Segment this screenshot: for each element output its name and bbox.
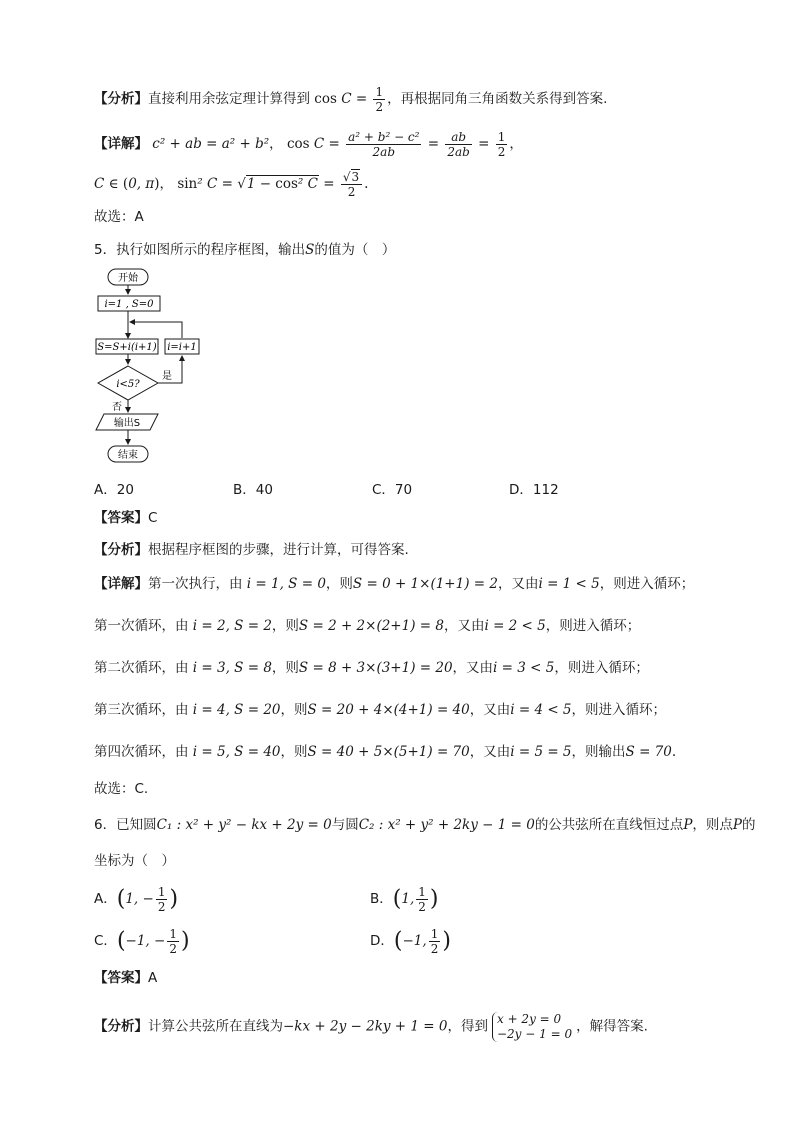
q6-stem-line-1: 6．已知圆C₁ : x² + y² − kx + 2y = 0与圆C₂ : x² + y² + 2ky − 1 = 0的公共弦所在直线恒过点P，则点P的: [94, 817, 756, 833]
q5-stem: 5．执行如图所示的程序框图，输出S的值为（ ）: [94, 242, 396, 258]
q4-analysis-line: [94, 85, 607, 114]
flow-init-label: i=1 , S=0: [104, 299, 154, 310]
q4-analysis-tag: 【分析】: [94, 91, 148, 107]
flow-no-label: 否: [112, 402, 122, 413]
q6-option-a: A．(1, − $\frac{1}{2}$ ): [94, 885, 179, 914]
flow-update-label: S=S+i(i+1): [97, 342, 157, 353]
q5-step-3: 第二次循环，由 i = 3, S = 8，则S = 8 + 3×(3+1) = 20，又由i = 3 < 5，则进入循环；: [94, 660, 649, 676]
q6-option-c: C．(−1, − $\frac{1}{2}$ ): [94, 927, 190, 956]
q6-option-d: D．(−1, $\frac{1}{2}$ ): [370, 927, 451, 956]
flow-start-label: 开始: [118, 273, 138, 284]
q4-choice: 故选：A: [94, 209, 144, 225]
flow-condition-label: i<5?: [116, 379, 140, 390]
q5-step-4: 第三次循环，由 i = 4, S = 20，则S = 20 + 4×(4+1) = 40，又由i = 4 < 5，则进入循环；: [94, 702, 667, 718]
q5-option-a: A．20: [94, 482, 134, 498]
flow-output-label: 输出S: [113, 418, 141, 429]
q4-cos-formula: cos C =: [314, 91, 368, 107]
q4-analysis-text-b: ，再根据同角三角函数关系得到答案.: [387, 91, 608, 107]
flow-increment-label: i=i+1: [167, 342, 197, 353]
q4-detail-tag: 【详解】: [94, 136, 148, 152]
q6-stem-line-2: 坐标为（ ）: [94, 853, 175, 869]
q6-answer-line: 【答案】A: [94, 970, 158, 986]
q5-option-b: B．40: [233, 482, 273, 498]
q5-answer: C: [148, 510, 158, 526]
q6-common-chord: −kx + 2y − 2ky + 1 = 0: [283, 1018, 448, 1035]
q4-detail-line-2: C ∈ (0, π)， sin² C = √1 − cos² C = $\frac{√3}{2}$ .: [94, 170, 369, 199]
q6-system: x + 2y = 0 −2y − 1 = 0: [492, 1012, 572, 1042]
q4-condition: c² + ab = a² + b²: [152, 136, 270, 152]
q5-option-d: D．112: [509, 482, 559, 498]
q5-flowchart: [92, 266, 212, 470]
q4-sin-formula: sin² C = √1 − cos² C =: [177, 176, 335, 192]
q4-domain: C ∈ (0, π): [94, 176, 160, 192]
q5-answer-line: 【答案】C: [94, 510, 158, 526]
flow-yes-label: 是: [162, 371, 172, 382]
q4-cos-value: $\frac{1}{2}$: [375, 85, 384, 114]
q5-step-1: 【详解】第一次执行，由 i = 1, S = 0，则S = 0 + 1×(1+1) = 2，又由i = 1 < 5，则进入循环；: [94, 576, 695, 592]
q6-analysis-line: 【分析】计算公共弦所在直线为−kx + 2y − 2ky + 1 = 0，得到 x + 2y = 0 −2y − 1 = 0 ，解得答案.: [94, 1012, 648, 1041]
q6-circle-2: C₂ : x² + y² + 2ky − 1 = 0: [358, 817, 535, 833]
q5-option-c: C．70: [372, 482, 413, 498]
q6-option-b: B．(1, $\frac{1}{2}$ ): [370, 885, 439, 914]
q4-detail-line-1: 【详解】 c² + ab = a² + b²， cos C = $\frac{\text{a² + b² − c²}}{2ab}$ = $\frac{ab}{2ab}$ = $\frac{1}{2}$ ，: [94, 130, 523, 159]
q4-cos-expansion: cos C =: [286, 136, 340, 152]
q5-step-2: 第一次循环，由 i = 2, S = 2，则S = 2 + 2×(2+1) = 8，又由i = 2 < 5，则进入循环；: [94, 618, 641, 634]
q6-circle-1: C₁ : x² + y² − kx + 2y = 0: [156, 817, 332, 833]
q5-choice: 故选：C.: [94, 781, 149, 797]
q5-analysis-line: 【分析】根据程序框图的步骤，进行计算，可得答案.: [94, 542, 409, 558]
flow-end-label: 结束: [118, 450, 138, 461]
q5-step-5: 第四次循环，由 i = 5, S = 40，则S = 40 + 5×(5+1) = 70，又由i = 5 = 5，则输出S = 70.: [94, 744, 677, 760]
q6-answer: A: [148, 970, 158, 986]
q4-analysis-text-a: 直接利用余弦定理计算得到: [148, 91, 310, 107]
